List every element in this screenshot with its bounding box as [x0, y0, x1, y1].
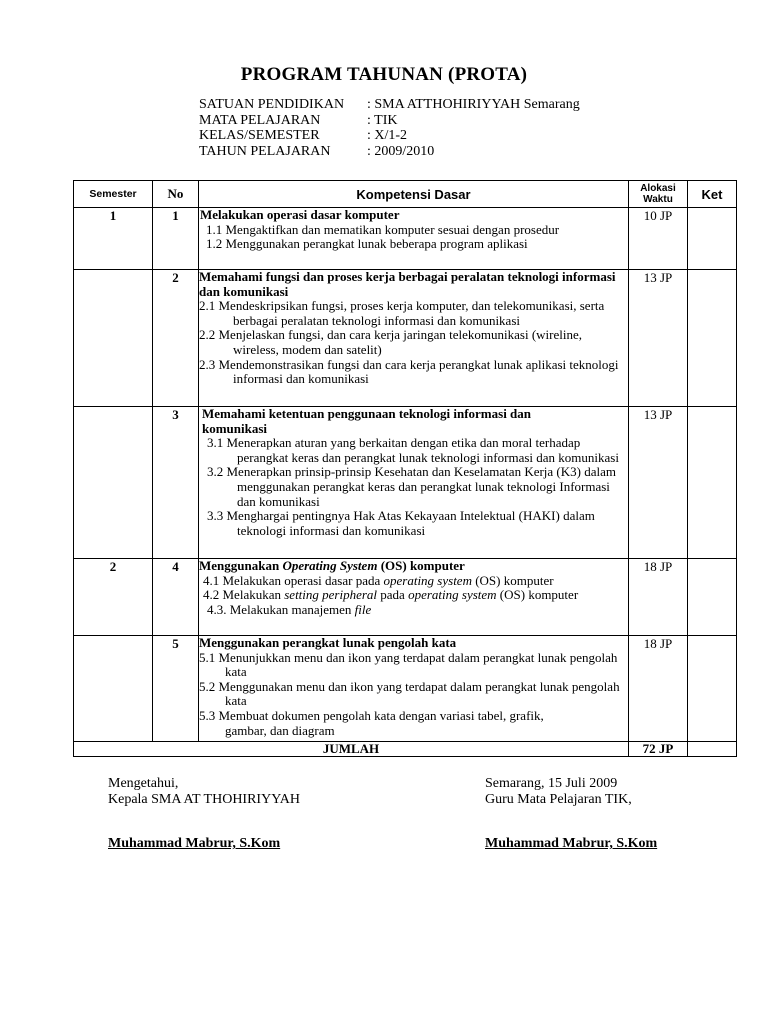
meta-row	[199, 113, 580, 129]
kd-item-text: (OS) komputer	[471, 572, 554, 588]
kd-item-text: pada	[377, 587, 409, 603]
cell-no: 4	[153, 559, 199, 636]
kd-item-text: 4.1 Melakukan operasi dasar pada	[203, 572, 384, 588]
kd-item-text: (OS) komputer	[496, 587, 579, 603]
kd-item: 5.3 Membuat dokumen pengolah kata dengan variasi tabel, grafik, gambar, dan diagram	[199, 707, 544, 738]
sig-left-line2: Kepala SMA AT THOHIRIYYAH	[108, 792, 300, 807]
cell-kompetensi	[199, 559, 629, 636]
meta-label: MATA PELAJARAN	[199, 112, 321, 128]
sig-left-name: Muhammad Mabrur, S.Kom	[108, 836, 281, 851]
cell-no: 5	[153, 636, 199, 742]
cell-ket	[688, 742, 737, 757]
sig-right-line2: Guru Mata Pelajaran TIK,	[485, 792, 632, 807]
header-kompetensi-dasar: Kompetensi Dasar	[199, 181, 629, 208]
table-row	[74, 636, 737, 742]
header-alokasi-waktu	[629, 181, 688, 208]
table-row	[74, 208, 737, 270]
signature-left	[108, 776, 300, 852]
kd-title: Memahami fungsi dan proses kerja berbagai peralatan teknologi informasi dan komunikasi	[199, 269, 616, 299]
cell-semester	[74, 407, 153, 559]
kd-item: 1.2 Menggunakan perangkat lunak beberapa program aplikasi	[206, 236, 528, 252]
kd-item: 2.1 Mendeskripsikan fungsi, proses kerja komputer, dan telekomunikasi, serta berbagai peralatan teknologi informasi dan komunikasi	[199, 298, 605, 328]
kd-item-text: 4.2 Melakukan	[203, 587, 285, 603]
kd-item: 2.3 Mendemonstrasikan fungsi dan cara kerja perangkat lunak aplikasi teknologi informasi dan komunikasi	[199, 356, 619, 387]
cell-no: 2	[153, 270, 199, 407]
sig-right-name: Muhammad Mabrur, S.Kom	[485, 836, 658, 851]
cell-semester	[74, 270, 153, 407]
meta-label: KELAS/SEMESTER	[199, 128, 320, 143]
cell-kompetensi	[199, 636, 629, 742]
header-alokasi-line1: Alokasi	[640, 183, 676, 194]
meta-value: : TIK	[367, 112, 398, 128]
prota-table	[73, 180, 737, 757]
cell-ket	[688, 559, 737, 636]
cell-alokasi: 13 JP	[629, 407, 688, 559]
kd-title-em: Operating System	[282, 558, 378, 573]
cell-no: 1	[153, 208, 199, 270]
cell-semester	[74, 636, 153, 742]
sig-left-line1: Mengetahui,	[108, 776, 179, 791]
cell-semester: 1	[74, 208, 153, 270]
sig-right-line1: Semarang, 15 Juli 2009	[485, 776, 618, 791]
kd-title-pre: Menggunakan	[199, 558, 283, 573]
kd-title-post: (OS) komputer	[377, 558, 465, 573]
kd-item	[199, 588, 628, 603]
cell-no: 3	[153, 407, 199, 559]
kd-title: Melakukan operasi dasar komputer	[200, 207, 400, 222]
header-no: No	[153, 181, 199, 208]
cell-alokasi: 18 JP	[629, 636, 688, 742]
meta-value: : SMA ATTHOHIRIYYAH Semarang	[367, 97, 580, 112]
document-meta	[199, 97, 580, 159]
table-row	[74, 407, 737, 559]
meta-row	[199, 144, 580, 160]
kd-item-em: operating system	[383, 572, 472, 588]
kd-item: 3.1 Menerapkan aturan yang berkaitan dengan etika dan moral terhadap perangkat keras dan perangkat lunak teknologi informasi dan komunikasi	[207, 435, 619, 465]
header-alokasi-line2: Waktu	[643, 194, 673, 205]
table-row	[74, 270, 737, 407]
cell-ket	[688, 208, 737, 270]
meta-label: TAHUN PELAJARAN	[199, 143, 331, 159]
cell-kompetensi	[199, 270, 629, 407]
cell-kompetensi	[199, 407, 629, 559]
total-value: 72 JP	[629, 742, 688, 757]
signature-right	[485, 776, 657, 852]
kd-item	[199, 574, 628, 589]
kd-item: 5.1 Menunjukkan menu dan ikon yang terdapat dalam perangkat lunak pengolah kata	[199, 649, 618, 680]
header-semester: Semester	[74, 181, 153, 208]
kd-item-em: file	[354, 601, 372, 617]
meta-row	[199, 128, 580, 144]
meta-value: : X/1-2	[367, 128, 408, 143]
cell-semester: 2	[74, 559, 153, 636]
total-label: JUMLAH	[74, 742, 629, 757]
table-header-row	[74, 181, 737, 208]
kd-item	[199, 603, 628, 618]
cell-ket	[688, 407, 737, 559]
kd-item: 3.3 Menghargai pentingnya Hak Atas Kekayaan Intelektual (HAKI) dalam teknologi informasi dan komunikasi	[207, 508, 595, 538]
kd-item: 1.1 Mengaktifkan dan mematikan komputer sesuai dengan prosedur	[206, 221, 560, 237]
meta-label: SATUAN PENDIDIKAN	[199, 97, 345, 112]
meta-row	[199, 97, 580, 113]
cell-kompetensi	[199, 208, 629, 270]
kd-title: Menggunakan perangkat lunak pengolah kata	[199, 635, 457, 650]
cell-alokasi: 10 JP	[629, 208, 688, 270]
cell-ket	[688, 636, 737, 742]
meta-value: : 2009/2010	[367, 143, 435, 159]
kd-item: 2.2 Menjelaskan fungsi, dan cara kerja jaringan telekomunikasi (wireline, wireless, modem dan satelit)	[199, 327, 583, 357]
page-title: PROGRAM TAHUNAN (PROTA)	[240, 64, 528, 85]
kd-title: Memahami ketentuan penggunaan teknologi informasi dan komunikasi	[202, 406, 532, 436]
kd-item-em: setting peripheral	[284, 587, 378, 603]
cell-ket	[688, 270, 737, 407]
kd-item-em: operating system	[408, 587, 497, 603]
cell-alokasi: 18 JP	[629, 559, 688, 636]
kd-item: 3.2 Menerapkan prinsip-prinsip Kesehatan dan Keselamatan Kerja (K3) dalam menggunakan perangkat keras dan perangkat lunak teknologi Informasi dan komunikasi	[207, 464, 616, 509]
cell-alokasi: 13 JP	[629, 270, 688, 407]
kd-title	[199, 559, 628, 574]
total-row	[74, 742, 737, 757]
kd-item-text: 4.3. Melakukan manajemen	[207, 601, 355, 617]
kd-item: 5.2 Menggunakan menu dan ikon yang terdapat dalam perangkat lunak pengolah kata	[199, 678, 620, 709]
header-ket: Ket	[688, 181, 737, 208]
table-row	[74, 559, 737, 636]
